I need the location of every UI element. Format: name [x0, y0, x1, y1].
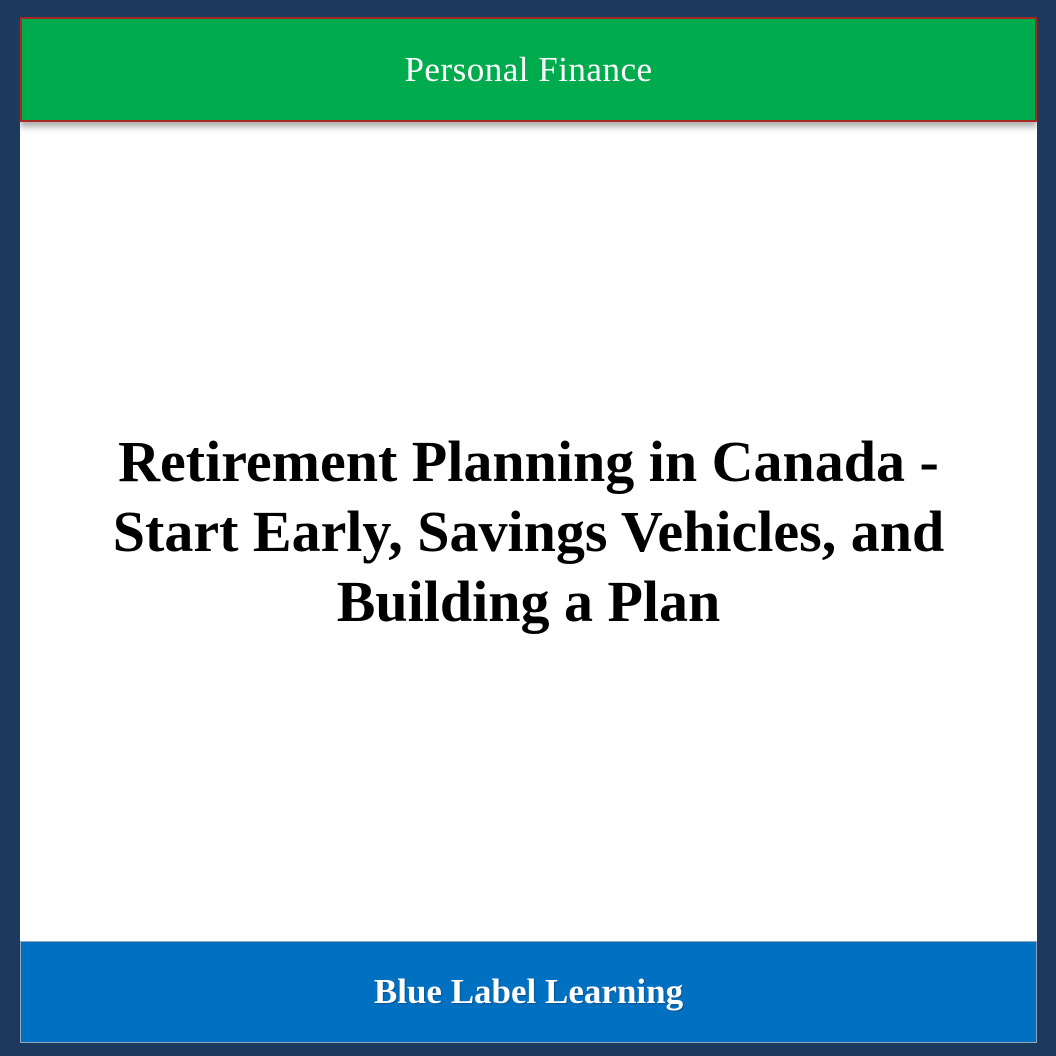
slide-title-line-3: Building a Plan: [336, 568, 721, 634]
header-category-label: Personal Finance: [404, 49, 653, 89]
slide-title-line-2: Start Early, Savings Vehicles, and: [112, 498, 945, 564]
slide-body: [20, 17, 1037, 1043]
slide-title-line-1: Retirement Planning in Canada -: [118, 428, 939, 494]
header-bar: [20, 17, 1037, 122]
footer-bar: [20, 941, 1037, 1043]
footer-brand-label: Blue Label Learning: [373, 972, 684, 1011]
title-area: [20, 122, 1037, 941]
